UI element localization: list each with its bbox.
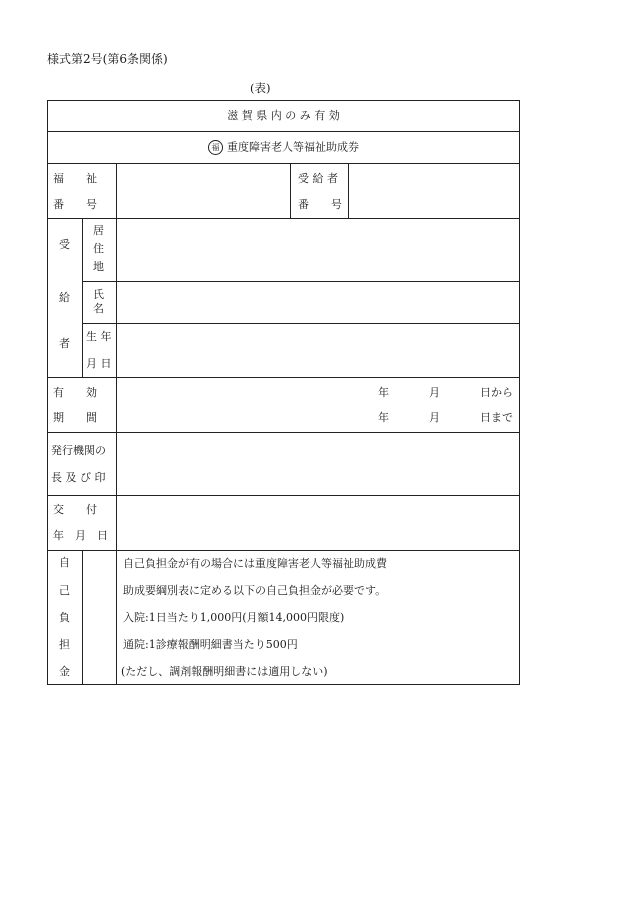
recipient-group-char-1: 受 [59,238,70,251]
copay-label-char-1: 自 [59,556,70,569]
copay-label-char-4: 担 [59,638,70,651]
address-field[interactable] [117,219,519,280]
recipient-group-char-3: 者 [59,337,70,350]
copay-note-line-1: 自己負担金が有の場合には重度障害老人等福祉助成費 [123,557,387,570]
issuer-seal-field[interactable] [117,433,519,494]
validity-to-month: 月 [429,411,440,424]
fuku-circle-mark: 福 [208,140,223,155]
birth-date-field[interactable] [117,324,519,376]
divider-issue-date [47,550,520,551]
birth-label-1: 生 年 [86,330,112,343]
welfare-no-label-1: 福 祉 [53,172,97,185]
ticket-title-text: 重度障害老人等福祉助成券 [227,140,359,154]
issue-date-label-1: 交 付 [53,503,97,516]
copay-note-line-2: 助成要綱別表に定める以下の自己負担金が必要です。 [123,584,387,597]
validity-from-month: 月 [429,386,440,399]
front-side-label: (表) [250,81,271,95]
welfare-no-label-2: 番 号 [53,198,97,211]
copay-note-line-5: (ただし、調剤報酬明細書には適用しない) [121,665,328,678]
validity-to-year: 年 [378,411,389,424]
validity-from-year: 年 [378,386,389,399]
copay-label-char-5: 金 [59,665,70,678]
name-label-char-2: 名 [93,302,104,315]
birth-label-2: 月 日 [86,357,112,370]
validity-label-1: 有 効 [53,386,97,399]
issuer-label-1: 発行機関の [51,444,106,457]
recipient-group-char-2: 給 [59,291,70,304]
welfare-no-field[interactable] [117,164,289,217]
validity-banner: 滋 賀 県 内 の み 有 効 [227,109,340,122]
form-number-label: 様式第2号(第6条関係) [47,52,168,66]
name-label-char-1: 氏 [93,288,104,301]
issuer-label-2: 長 及 び 印 [51,471,106,484]
vline-recipient-group [82,218,83,377]
validity-from-day: 日から [480,386,513,399]
address-label-char-1: 居 [93,224,104,237]
divider-banner [47,131,520,132]
copay-label-char-2: 己 [59,584,70,597]
validity-to-day: 日まで [480,411,513,424]
address-label-char-3: 地 [93,260,104,273]
ticket-title [47,140,520,155]
vline-numbers-mid [290,163,291,218]
copay-note-line-3: 入院:1日当たり1,000円(月額14,000円限度) [123,611,345,624]
recipient-no-label-1: 受 給 者 [298,172,338,185]
address-label-char-2: 住 [93,242,104,255]
copay-label-char-3: 負 [59,611,70,624]
copay-note-line-4: 通院:1診療報酬明細書当たり500円 [123,638,298,651]
vline-copay-blank [116,550,117,685]
copay-check-field[interactable] [83,551,115,684]
validity-period-field[interactable] [117,378,367,431]
name-field[interactable] [117,282,519,322]
issue-date-field[interactable] [117,496,519,549]
validity-label-2: 期 間 [53,411,97,424]
recipient-no-field[interactable] [349,164,519,217]
recipient-no-label-2: 番 号 [298,198,342,211]
issue-date-label-2: 年 月 日 [53,529,108,542]
